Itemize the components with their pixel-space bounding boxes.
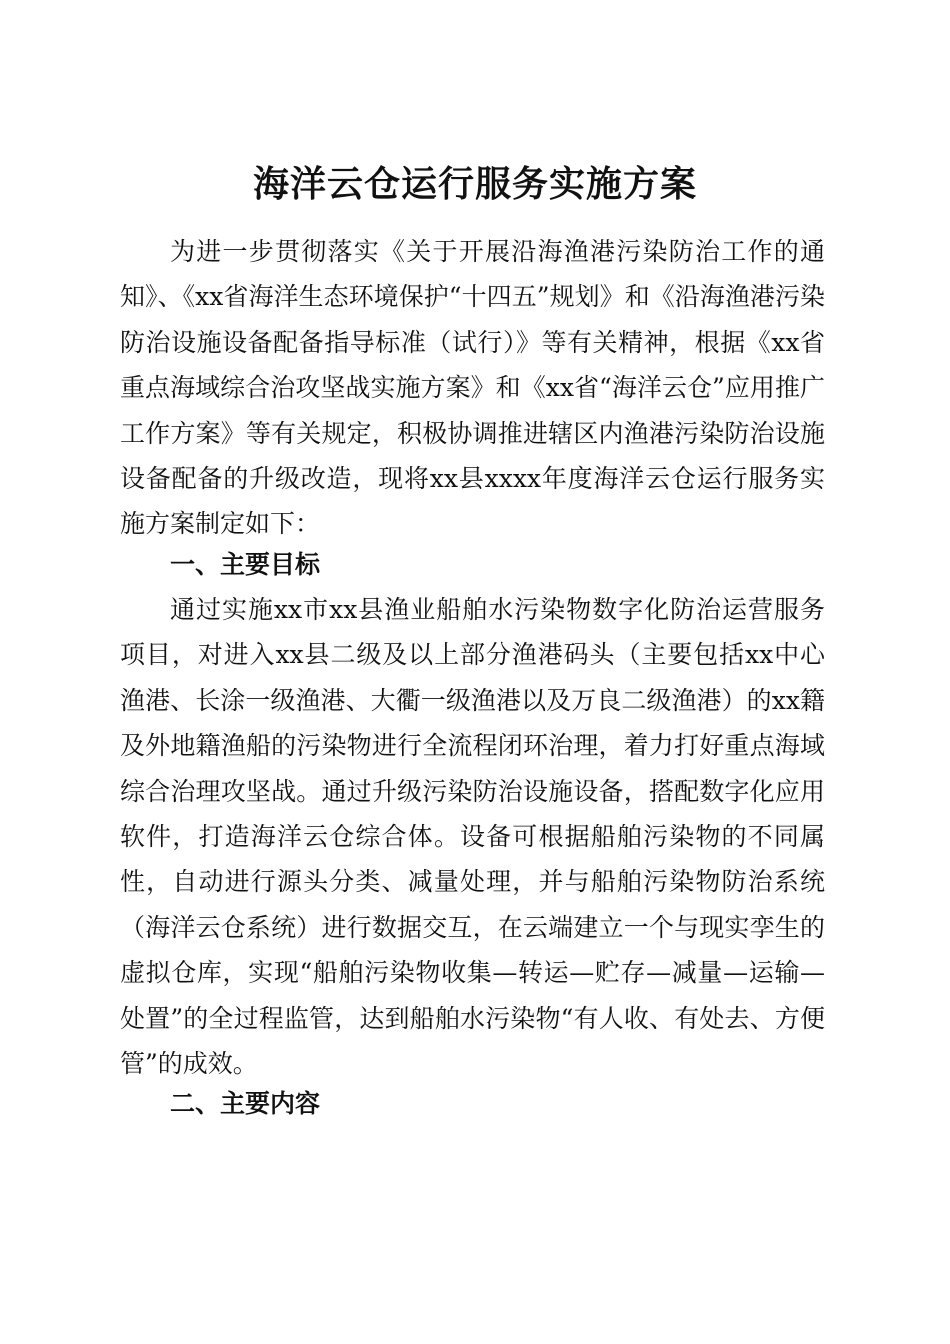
section-heading-main-goals: 一、主要目标: [170, 550, 321, 579]
main-goals-paragraph: 通过实施xx市xx县渔业船舶水污染物数字化防治运营服务项目，对进入xx县二级及以上部分渔港码头（主要包括xx中心渔港、长涂一级渔港、大衢一级渔港以及万良二级渔港）的xx籍及外地籍渔船的污染物进行全流程闭环治理，着力打好重点海域综合治理攻坚战。通过升级污染防治设施设备，搭配数字化应用软件，打造海洋云仓综合体。设备可根据船舶污染物的不同属性，自动进行源头分类、减量处理，并与船舶污染物防治系统（海洋云仓系统）进行数据交互，在云端建立一个与现实孪生的虚拟仓库，实现“船舶污染物收集—转运—贮存—减量—运输—处置”的全过程监管，达到船舶水污染物“有人收、有处去、方便管”的成效。: [120, 595, 825, 1079]
document-title: 海洋云仓运行服务实施方案: [252, 163, 697, 206]
section-heading-main-content: 二、主要内容: [170, 1089, 321, 1118]
intro-paragraph: 为进一步贯彻落实《关于开展沿海渔港污染防治工作的通知》、《xx省海洋生态环境保护“十四五”规划》和《沿海渔港污染防治设施设备配备指导标准（试行）》等有关精神，根据《xx省重点海域综合治攻坚战实施方案》和《xx省“海洋云仓”应用推广工作方案》等有关规定，积极协调推进辖区内渔港污染防治设施设备配备的升级改造，现将xx县xxxx年度海洋云仓运行服务实施方案制定如下：: [120, 237, 825, 539]
